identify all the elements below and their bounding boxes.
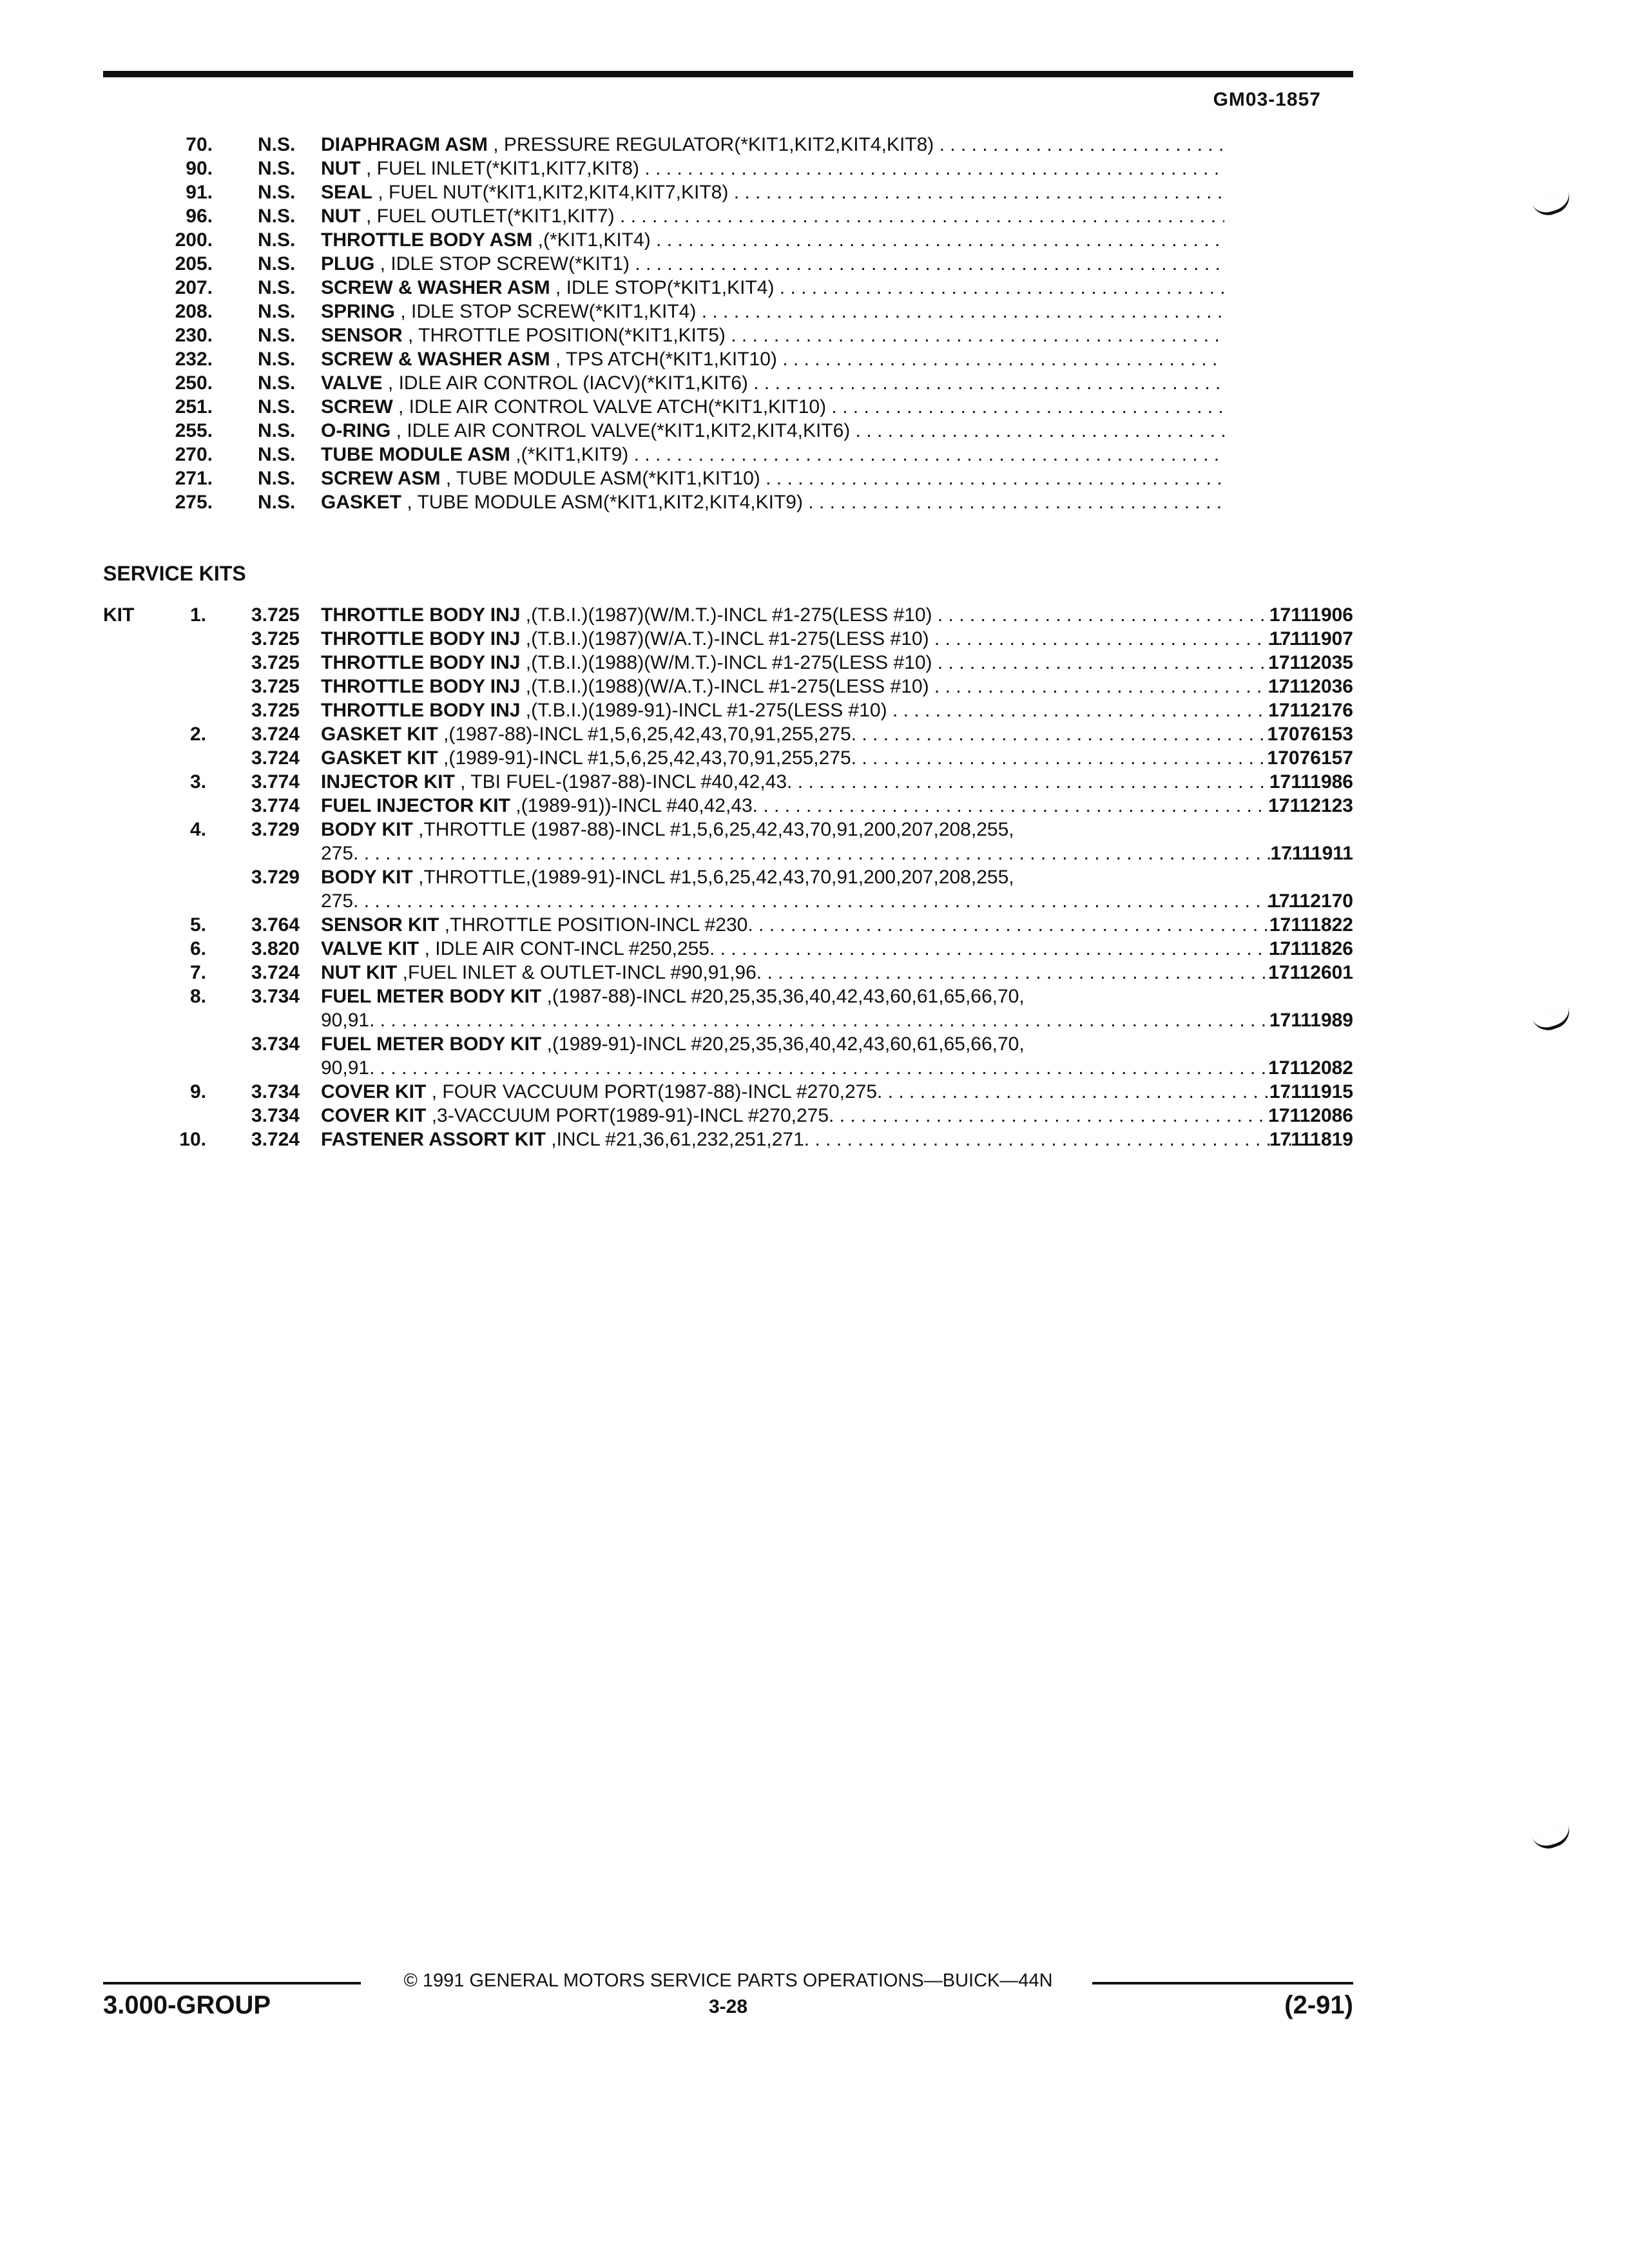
kit-detail: , TBI FUEL-(1987-88)-INCL #40,42,43. — [454, 771, 793, 793]
kit-description — [321, 1032, 1316, 1056]
not-serviced-flag: N.S. — [258, 396, 296, 418]
part-description — [321, 204, 1224, 228]
part-name: THROTTLE BODY ASM — [321, 229, 533, 251]
kit-name: FUEL INJECTOR KIT — [321, 795, 510, 816]
part-number: 255. — [175, 420, 213, 441]
part-row — [129, 419, 1224, 443]
kit-name: COVER KIT — [321, 1105, 427, 1126]
kit-row — [103, 1080, 1353, 1104]
part-number: 275. — [175, 492, 213, 513]
part-name: DIAPHRAGM ASM — [321, 134, 488, 155]
part-number: 207. — [175, 277, 213, 298]
part-name: O-RING — [321, 420, 391, 441]
part-number: 70. — [186, 134, 213, 155]
kit-part-number: 17112176 — [1268, 700, 1353, 721]
not-serviced-flag: N.S. — [258, 134, 296, 155]
part-detail: , IDLE AIR CONTROL VALVE ATCH(*KIT1,KIT10) — [392, 396, 827, 418]
part-number: 232. — [175, 349, 213, 370]
part-detail: , PRESSURE REGULATOR(*KIT1,KIT2,KIT4,KIT8) — [487, 134, 934, 155]
not-serviced-flag: N.S. — [258, 206, 296, 227]
not-serviced-flag: N.S. — [258, 492, 296, 513]
kit-detail: ,(1989-91))-INCL #40,42,43. — [510, 795, 758, 816]
kit-detail: ,3-VACCUUM PORT(1989-91)-INCL #270,275. — [426, 1105, 834, 1126]
part-description — [321, 395, 1224, 419]
kit-part-number: 17111907 — [1269, 628, 1353, 649]
part-name: VALVE — [321, 372, 383, 394]
part-description — [321, 443, 1224, 466]
footer-group: 3.000-GROUP — [103, 1991, 271, 2019]
kit-name: GASKET KIT — [321, 747, 438, 769]
kit-number: 6. — [189, 938, 206, 959]
part-description — [321, 276, 1224, 300]
not-serviced-flag: N.S. — [258, 158, 296, 179]
kit-group-number: 3.725 — [251, 604, 300, 626]
service-kits-list — [103, 603, 1353, 1151]
kit-detail: 90,91. — [321, 1010, 375, 1031]
part-detail: , IDLE STOP SCREW(*KIT1) — [374, 253, 630, 274]
part-description — [321, 371, 1224, 395]
part-description — [321, 252, 1224, 276]
part-description — [321, 323, 1224, 347]
kit-description — [321, 627, 1316, 651]
kit-description — [321, 770, 1316, 794]
kit-description — [321, 961, 1316, 985]
kit-description — [321, 865, 1316, 889]
margin-check-mark — [1532, 1824, 1574, 1854]
footer-rule-left — [103, 1982, 361, 1984]
kit-row — [103, 746, 1353, 770]
kit-group-number: 3.725 — [251, 700, 300, 721]
kit-row — [103, 1128, 1353, 1151]
kit-part-number: 17111989 — [1269, 1010, 1353, 1031]
part-description — [321, 300, 1224, 323]
part-number: 96. — [186, 206, 213, 227]
part-detail: , THROTTLE POSITION(*KIT1,KIT5) — [402, 325, 726, 346]
part-name: SCREW & WASHER ASM — [321, 277, 550, 298]
kit-description — [321, 889, 1316, 913]
document-id: GM03-1857 — [1213, 89, 1321, 110]
kit-number: 1. — [189, 604, 206, 626]
not-serviced-flag: N.S. — [258, 444, 296, 465]
kit-name: FASTENER ASSORT KIT — [321, 1129, 546, 1150]
part-description — [321, 133, 1224, 157]
part-name: NUT — [321, 206, 361, 227]
kit-part-number: 17112601 — [1268, 962, 1353, 983]
kit-group-number: 3.774 — [251, 795, 300, 816]
kit-name: THROTTLE BODY INJ — [321, 628, 521, 649]
part-name: PLUG — [321, 253, 375, 274]
not-serviced-flag: N.S. — [258, 325, 296, 346]
footer-date: (2-91) — [1284, 1991, 1353, 2019]
kit-part-number: 17111819 — [1269, 1129, 1353, 1150]
part-detail: ,(*KIT1,KIT9) — [510, 444, 629, 465]
part-row — [129, 490, 1224, 514]
kit-detail: 275. — [321, 843, 359, 864]
part-detail: , TUBE MODULE ASM(*KIT1,KIT2,KIT4,KIT9) — [401, 492, 803, 513]
kit-group-number: 3.734 — [251, 1081, 300, 1102]
kit-row — [103, 1056, 1353, 1080]
part-name: NUT — [321, 158, 361, 179]
part-row — [129, 228, 1224, 252]
footer-page-number: 3-28 — [708, 1996, 748, 2017]
kit-description — [321, 722, 1316, 746]
kit-number: 7. — [189, 962, 206, 983]
part-name: SCREW ASM — [321, 468, 441, 489]
kit-part-number: 17112082 — [1268, 1057, 1353, 1079]
part-description — [321, 157, 1224, 180]
part-description — [321, 228, 1224, 252]
part-row — [129, 323, 1224, 347]
part-detail: ,(*KIT1,KIT4) — [532, 229, 651, 251]
part-number: 271. — [175, 468, 213, 489]
part-number: 250. — [175, 372, 213, 394]
part-number: 251. — [175, 396, 213, 418]
kit-part-number: 17111986 — [1269, 771, 1353, 793]
part-number: 90. — [186, 158, 213, 179]
top-rule — [103, 71, 1353, 77]
part-description — [321, 180, 1224, 204]
kit-description — [321, 1128, 1316, 1151]
kit-description — [321, 746, 1316, 770]
kit-number: 2. — [189, 724, 206, 745]
part-number: 270. — [175, 444, 213, 465]
kit-description — [321, 1104, 1316, 1128]
service-kits-heading: SERVICE KITS — [103, 562, 246, 585]
kit-name: COVER KIT — [321, 1081, 427, 1102]
not-serviced-flag: N.S. — [258, 182, 296, 203]
kit-group-number: 3.724 — [251, 1129, 300, 1150]
kit-group-number: 3.734 — [251, 1033, 300, 1055]
part-row — [129, 252, 1224, 276]
kit-name: THROTTLE BODY INJ — [321, 676, 521, 697]
part-description — [321, 490, 1224, 514]
kit-group-number: 3.725 — [251, 628, 300, 649]
part-row — [129, 395, 1224, 419]
kit-number: 3. — [189, 771, 206, 793]
kit-description — [321, 818, 1316, 841]
part-detail: , IDLE STOP(*KIT1,KIT4) — [550, 277, 775, 298]
kit-row — [103, 1008, 1353, 1032]
kit-row — [103, 913, 1353, 937]
part-row — [129, 300, 1224, 323]
kit-row — [103, 675, 1353, 698]
kit-detail: ,THROTTLE (1987-88)-INCL #1,5,6,25,42,43,70,91,200,207,208,255, — [412, 819, 1014, 840]
part-detail: , FUEL INLET(*KIT1,KIT7,KIT8) — [360, 158, 639, 179]
part-name: TUBE MODULE ASM — [321, 444, 510, 465]
kit-row — [103, 889, 1353, 913]
kit-part-number: 17112036 — [1268, 676, 1353, 697]
kit-part-number: 17076157 — [1267, 747, 1353, 769]
kit-detail: ,INCL #21,36,61,232,251,271. — [545, 1129, 810, 1150]
part-number: 230. — [175, 325, 213, 346]
kit-group-number: 3.725 — [251, 676, 300, 697]
kit-row — [103, 603, 1353, 627]
kit-row — [103, 794, 1353, 818]
kit-group-number: 3.729 — [251, 819, 300, 840]
kit-part-number: 17112123 — [1268, 795, 1353, 816]
kit-group-number: 3.764 — [251, 914, 300, 936]
kit-part-number: 17076153 — [1267, 724, 1353, 745]
margin-check-mark — [1532, 1006, 1574, 1035]
kit-description — [321, 698, 1316, 722]
kit-group-number: 3.724 — [251, 724, 300, 745]
kit-group-number: 3.734 — [251, 1105, 300, 1126]
part-detail: , FUEL OUTLET(*KIT1,KIT7) — [360, 206, 615, 227]
part-number: 200. — [175, 229, 213, 251]
footer-copyright: © 1991 GENERAL MOTORS SERVICE PARTS OPERATIONS—BUICK—44N — [403, 1970, 1053, 1991]
kit-row — [103, 698, 1353, 722]
kit-label: KIT — [103, 604, 135, 626]
kit-part-number: 17112170 — [1268, 890, 1353, 912]
kit-name: GASKET KIT — [321, 724, 438, 745]
part-number: 91. — [186, 182, 213, 203]
parts-list — [129, 133, 1224, 514]
kit-description — [321, 937, 1316, 961]
kit-part-number: 17112035 — [1268, 652, 1353, 673]
kit-group-number: 3.820 — [251, 938, 300, 959]
part-name: SCREW — [321, 396, 393, 418]
part-number: 205. — [175, 253, 213, 274]
kit-part-number: 17111915 — [1269, 1081, 1353, 1102]
kit-name: NUT KIT — [321, 962, 398, 983]
kit-description — [321, 794, 1316, 818]
kit-name: THROTTLE BODY INJ — [321, 604, 521, 626]
kit-name: FUEL METER BODY KIT — [321, 1033, 542, 1055]
kit-group-number: 3.734 — [251, 986, 300, 1007]
kit-description — [321, 603, 1316, 627]
kit-detail: ,(1987-88)-INCL #20,25,35,36,40,42,43,60,61,65,66,70, — [541, 986, 1025, 1007]
part-row — [129, 204, 1224, 228]
footer-rule-right — [1092, 1982, 1353, 1984]
not-serviced-flag: N.S. — [258, 301, 296, 322]
kit-description — [321, 675, 1316, 698]
kit-name: BODY KIT — [321, 819, 413, 840]
kit-part-number: 17112086 — [1268, 1105, 1353, 1126]
part-description — [321, 466, 1224, 490]
part-detail: , TPS ATCH(*KIT1,KIT10) — [550, 349, 777, 370]
kit-part-number: 17111906 — [1269, 604, 1353, 626]
kit-number: 10. — [179, 1129, 206, 1150]
kit-detail: ,(T.B.I.)(1987)(W/A.T.)-INCL #1-275(LESS #10) — [520, 628, 929, 649]
kit-description — [321, 985, 1316, 1008]
part-detail: , IDLE AIR CONTROL (IACV)(*KIT1,KIT6) — [382, 372, 748, 394]
not-serviced-flag: N.S. — [258, 349, 296, 370]
kit-row — [103, 770, 1353, 794]
kit-description — [321, 1008, 1316, 1032]
kit-row — [103, 841, 1353, 865]
part-detail: , TUBE MODULE ASM(*KIT1,KIT10) — [440, 468, 760, 489]
kit-row — [103, 651, 1353, 675]
kit-group-number: 3.774 — [251, 771, 300, 793]
kit-description — [321, 1080, 1316, 1104]
kit-name: SENSOR KIT — [321, 914, 439, 936]
kit-part-number: 17111911 — [1270, 843, 1353, 864]
kit-detail: 275. — [321, 890, 359, 912]
not-serviced-flag: N.S. — [258, 253, 296, 274]
kit-name: INJECTOR KIT — [321, 771, 455, 793]
kit-name: BODY KIT — [321, 867, 413, 888]
page-footer — [103, 1965, 1353, 2030]
kit-detail: ,(T.B.I.)(1987)(W/M.T.)-INCL #1-275(LESS #10) — [520, 604, 932, 626]
not-serviced-flag: N.S. — [258, 420, 296, 441]
kit-number: 9. — [189, 1081, 206, 1102]
not-serviced-flag: N.S. — [258, 468, 296, 489]
kit-number: 4. — [189, 819, 206, 840]
kit-row — [103, 722, 1353, 746]
kit-group-number: 3.725 — [251, 652, 300, 673]
kit-part-number: 17111822 — [1269, 914, 1353, 936]
kit-row — [103, 985, 1353, 1008]
kit-row — [103, 1032, 1353, 1056]
not-serviced-flag: N.S. — [258, 229, 296, 251]
kit-detail: ,THROTTLE,(1989-91)-INCL #1,5,6,25,42,43,70,91,200,207,208,255, — [412, 867, 1014, 888]
part-row — [129, 347, 1224, 371]
kit-detail: ,(T.B.I.)(1988)(W/A.T.)-INCL #1-275(LESS #10) — [520, 676, 929, 697]
kit-description — [321, 913, 1316, 937]
kit-detail: ,THROTTLE POSITION-INCL #230. — [439, 914, 753, 936]
part-row — [129, 371, 1224, 395]
not-serviced-flag: N.S. — [258, 277, 296, 298]
part-row — [129, 180, 1224, 204]
part-number: 208. — [175, 301, 213, 322]
part-row — [129, 443, 1224, 466]
part-name: SEAL — [321, 182, 373, 203]
kit-group-number: 3.724 — [251, 962, 300, 983]
part-row — [129, 157, 1224, 180]
kit-row — [103, 627, 1353, 651]
kit-number: 8. — [189, 986, 206, 1007]
kit-detail: ,(T.B.I.)(1988)(W/M.T.)-INCL #1-275(LESS #10) — [520, 652, 932, 673]
kit-group-number: 3.729 — [251, 867, 300, 888]
kit-row — [103, 961, 1353, 985]
part-detail: , IDLE AIR CONTROL VALVE(*KIT1,KIT2,KIT4,KIT6) — [390, 420, 851, 441]
part-name: SPRING — [321, 301, 396, 322]
kit-row — [103, 1104, 1353, 1128]
part-description — [321, 347, 1224, 371]
kit-detail: ,(1989-91)-INCL #1,5,6,25,42,43,70,91,255,275. — [438, 747, 857, 769]
kit-detail: ,(T.B.I.)(1989-91)-INCL #1-275(LESS #10) — [520, 700, 887, 721]
part-detail: , FUEL NUT(*KIT1,KIT2,KIT4,KIT7,KIT8) — [372, 182, 729, 203]
part-row — [129, 276, 1224, 300]
kit-detail: , FOUR VACCUUM PORT(1987-88)-INCL #270,275. — [426, 1081, 883, 1102]
part-name: SCREW & WASHER ASM — [321, 349, 550, 370]
part-description — [321, 419, 1224, 443]
kit-number: 5. — [189, 914, 206, 936]
part-row — [129, 133, 1224, 157]
kit-row — [103, 865, 1353, 889]
kit-detail: 90,91. — [321, 1057, 375, 1079]
kit-row — [103, 937, 1353, 961]
kit-name: THROTTLE BODY INJ — [321, 652, 521, 673]
kit-description — [321, 841, 1316, 865]
kit-row — [103, 818, 1353, 841]
kit-name: FUEL METER BODY KIT — [321, 986, 542, 1007]
part-name: SENSOR — [321, 325, 403, 346]
kit-name: VALVE KIT — [321, 938, 419, 959]
kit-description — [321, 651, 1316, 675]
part-name: GASKET — [321, 492, 402, 513]
kit-detail: , IDLE AIR CONT-INCL #250,255. — [419, 938, 715, 959]
kit-group-number: 3.724 — [251, 747, 300, 769]
kit-detail: ,(1987-88)-INCL #1,5,6,25,42,43,70,91,255,275. — [438, 724, 857, 745]
part-row — [129, 466, 1224, 490]
kit-detail: ,FUEL INLET & OUTLET-INCL #90,91,96. — [397, 962, 762, 983]
kit-description — [321, 1056, 1316, 1080]
kit-name: THROTTLE BODY INJ — [321, 700, 521, 721]
kit-part-number: 17111826 — [1269, 938, 1353, 959]
margin-check-mark — [1532, 191, 1574, 220]
not-serviced-flag: N.S. — [258, 372, 296, 394]
kit-detail: ,(1989-91)-INCL #20,25,35,36,40,42,43,60,61,65,66,70, — [541, 1033, 1025, 1055]
part-detail: , IDLE STOP SCREW(*KIT1,KIT4) — [395, 301, 697, 322]
